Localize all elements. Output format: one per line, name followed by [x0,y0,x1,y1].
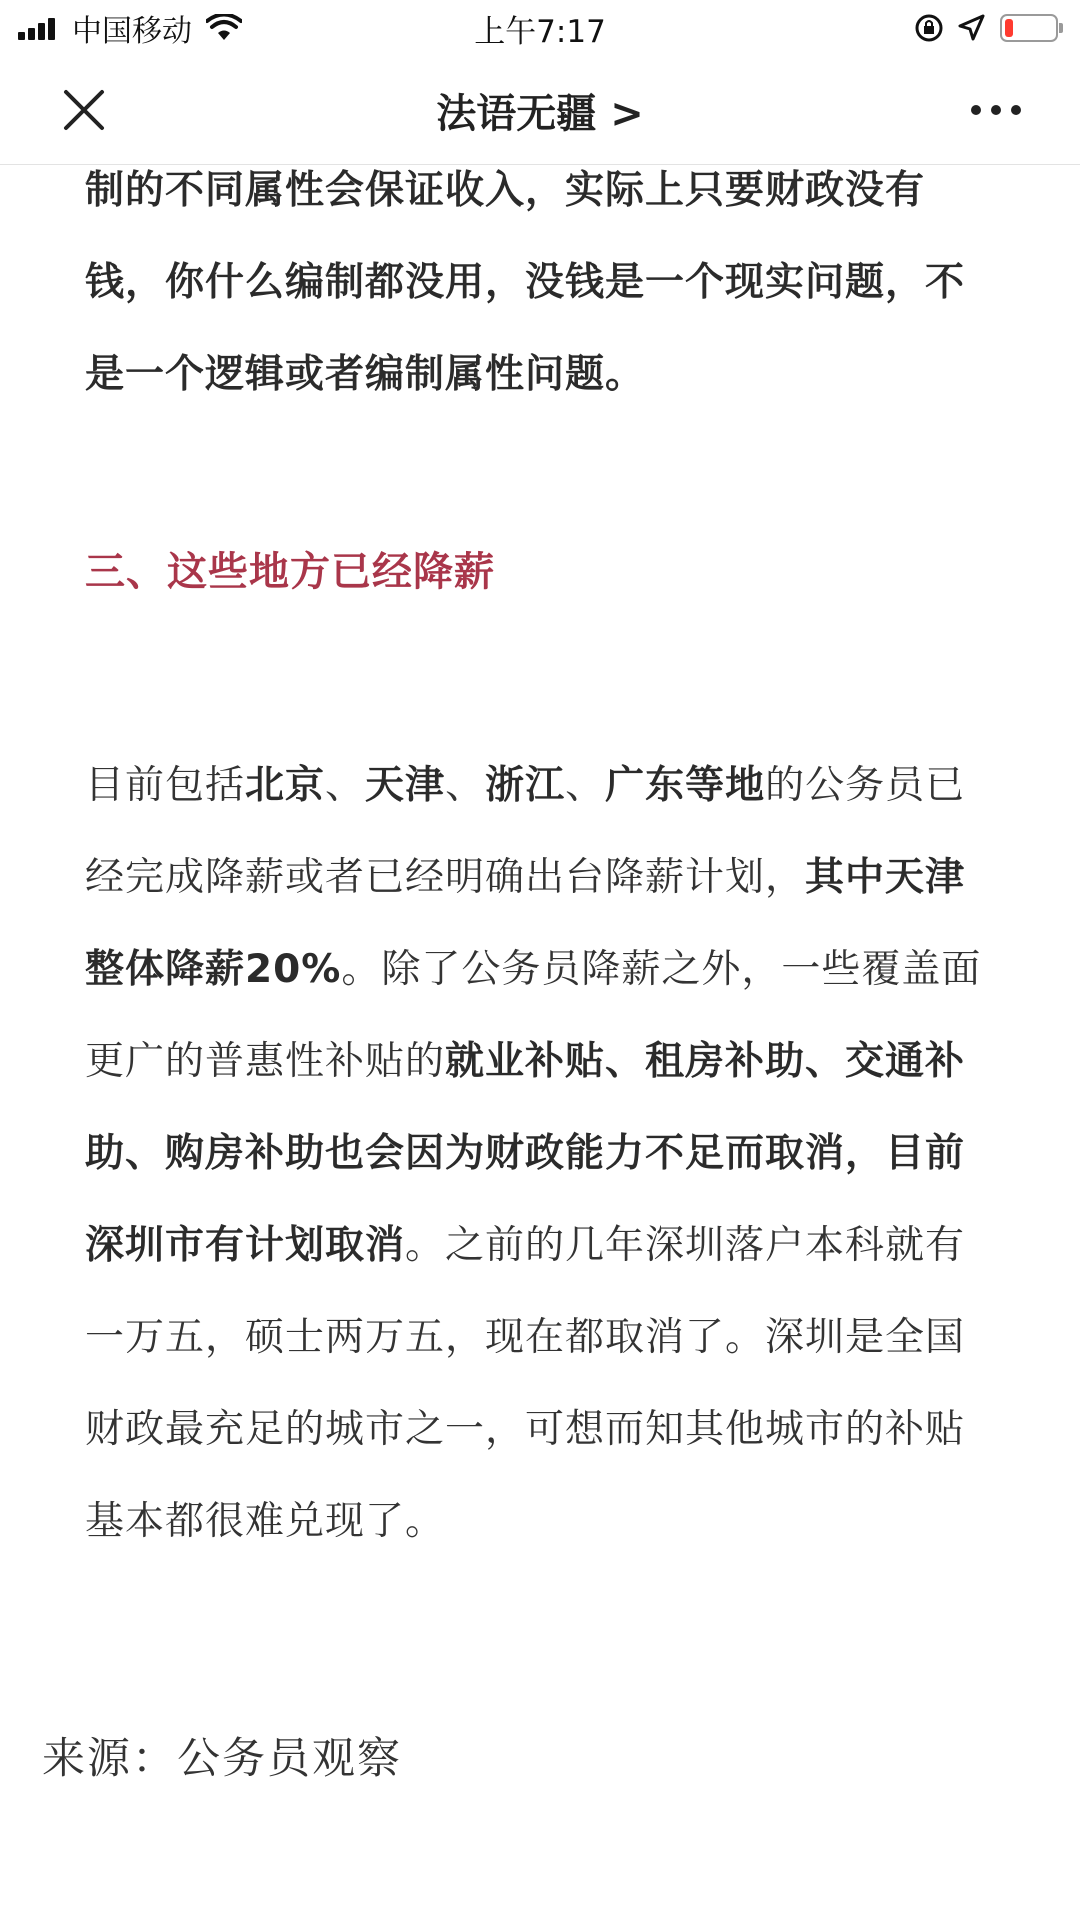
para-text: 。之前的几年深圳落户本科就有一万五，硕士两万五，现在都取消了。深圳是全国财政最充足的城市之一，可想而知其他城市的补贴基本都很难兑现了。 [85,1223,966,1544]
para-bold: 浙江 [485,763,566,808]
para-text: 、 [445,763,486,808]
status-right [914,10,1058,46]
paragraph-main [0,740,1080,1568]
status-bar [0,0,1080,56]
para-text: 目前包括 [85,763,246,808]
battery-icon [1000,14,1058,42]
para-text: 、 [325,763,366,808]
account-title-link[interactable]: 法语无疆 > [436,91,644,137]
para-text: 、 [565,763,606,808]
paragraph-intro: 制的不同属性会保证收入，实际上只要财政没有钱，你什么编制都没用，没钱是一个现实问题，不是一个逻辑或者编制属性问题。 [85,168,966,397]
section-heading: 三、这些地方已经降薪 [85,549,495,595]
para-bold: 就业补贴、租房补助、交通补助、购房补助也会因为财政能力不足而取消，目前深圳市有计划取消 [85,1039,966,1268]
more-options-icon[interactable] [966,92,1026,128]
rotation-lock-icon [914,13,944,43]
para-bold: 北京 [245,763,326,808]
para-bold: 其中天津整体降薪20% [85,855,966,992]
status-time: 上午7:17 [474,14,606,50]
para-text: 的公务员已经完成降薪或者已经明确出台降薪计划， [85,763,966,900]
para-bold: 广东等地 [605,763,766,808]
source-line: 来源：公务员观察 [42,1734,402,1784]
para-bold: 天津 [365,763,446,808]
article-content [0,165,1080,421]
location-icon [956,13,986,43]
article-body [0,740,1080,1568]
carrier-label: 中国移动 [72,14,192,49]
para-text: 。除了公务员降薪之外，一些覆盖面更广的普惠性补贴的 [85,947,982,1084]
